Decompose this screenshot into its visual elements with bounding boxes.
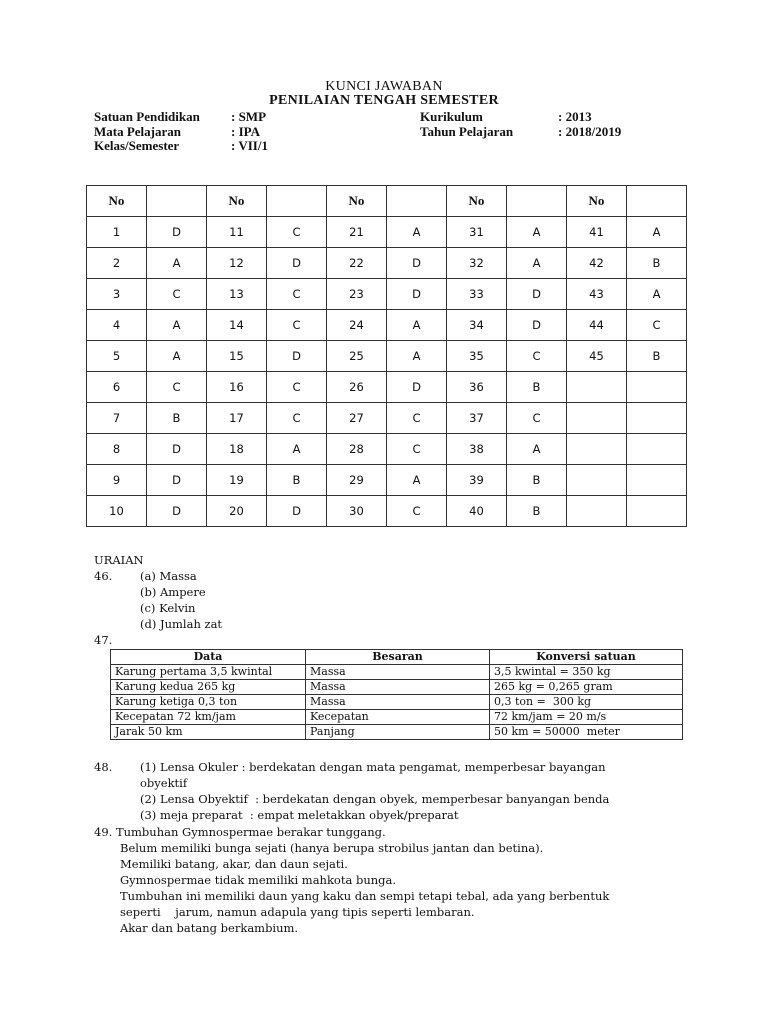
question-number (567, 496, 627, 527)
header-no: No (567, 186, 627, 217)
answer-letter: C (387, 496, 447, 527)
header-no: No (447, 186, 507, 217)
cell-data: Kecepatan 72 km/jam (111, 710, 306, 725)
tahun-label: Tahun Pelajaran (420, 124, 514, 139)
conversion-row (111, 695, 683, 710)
answer-letter (627, 465, 687, 496)
answer-row (87, 279, 687, 310)
answer-letter: C (267, 217, 327, 248)
answer-letter: D (267, 496, 327, 527)
question-number: 10 (87, 496, 147, 527)
doc-title: KUNCI JAWABAN (325, 79, 443, 94)
question-number: 2 (87, 248, 147, 279)
answer-letter: B (147, 403, 207, 434)
question-number: 21 (327, 217, 387, 248)
question-number: 12 (207, 248, 267, 279)
answer-letter: A (627, 217, 687, 248)
conversion-row (111, 665, 683, 680)
answer-row (87, 310, 687, 341)
header-data: Data (111, 650, 306, 665)
question-number: 45 (567, 341, 627, 372)
answer-letter: B (507, 496, 567, 527)
answer-letter: A (147, 310, 207, 341)
answer-letter: B (627, 341, 687, 372)
cell-data: Karung pertama 3,5 kwintal (111, 665, 306, 680)
q49-first-line: 49. Tumbuhan Gymnospermae berakar tunggang. (94, 825, 386, 839)
answer-key-table (86, 185, 687, 527)
q49-line: Tumbuhan ini memiliki daun yang kaku dan sempi tetapi tebal, ada yang berbentuk (120, 889, 610, 903)
question-number: 20 (207, 496, 267, 527)
answer-letter: C (507, 403, 567, 434)
q49-line: seperti jarum, namun adapula yang tipis seperti lembaran. (120, 905, 475, 919)
answer-letter: B (267, 465, 327, 496)
conversion-table (110, 649, 683, 740)
answer-letter: A (267, 434, 327, 465)
answer-letter: D (147, 496, 207, 527)
cell-konversi: 3,5 kwintal = 350 kg (490, 665, 683, 680)
q48-line: (1) Lensa Okuler : berdekatan dengan mata pengamat, memperbesar bayangan (140, 760, 606, 774)
doc-subtitle: PENILAIAN TENGAH SEMESTER (269, 93, 499, 108)
q48-line: obyektif (140, 776, 188, 790)
kelas-label: Kelas/Semester (94, 138, 180, 153)
question-number: 17 (207, 403, 267, 434)
answer-letter: B (627, 248, 687, 279)
header-answer (267, 186, 327, 217)
cell-data: Karung kedua 265 kg (111, 680, 306, 695)
mapel-value: : IPA (231, 124, 261, 139)
cell-konversi: 265 kg = 0,265 gram (490, 680, 683, 695)
question-number: 36 (447, 372, 507, 403)
question-number: 33 (447, 279, 507, 310)
question-number: 38 (447, 434, 507, 465)
answer-letter: D (267, 248, 327, 279)
cell-data: Karung ketiga 0,3 ton (111, 695, 306, 710)
question-number: 18 (207, 434, 267, 465)
q46-item: (c) Kelvin (140, 601, 196, 615)
q49-line: Akar dan batang berkambium. (120, 921, 299, 935)
conversion-header-row (111, 650, 683, 665)
question-number: 32 (447, 248, 507, 279)
question-number (567, 403, 627, 434)
q46-number: 46. (94, 569, 113, 583)
answer-letter: A (147, 248, 207, 279)
answer-letter: A (387, 217, 447, 248)
tahun-value: : 2018/2019 (558, 124, 622, 139)
answer-letter: A (387, 310, 447, 341)
header-besaran: Besaran (306, 650, 490, 665)
question-number: 14 (207, 310, 267, 341)
question-number: 34 (447, 310, 507, 341)
satuan-label: Satuan Pendidikan (94, 109, 200, 124)
answer-row (87, 372, 687, 403)
question-number: 23 (327, 279, 387, 310)
answer-letter: D (387, 279, 447, 310)
answer-letter: C (147, 372, 207, 403)
answer-letter: D (507, 279, 567, 310)
question-number: 15 (207, 341, 267, 372)
answer-letter: C (267, 403, 327, 434)
answer-letter: D (267, 341, 327, 372)
answer-letter: C (147, 279, 207, 310)
answer-letter (627, 496, 687, 527)
answer-row (87, 434, 687, 465)
kurikulum-label: Kurikulum (420, 109, 483, 124)
answer-row (87, 341, 687, 372)
answer-letter: C (267, 372, 327, 403)
header-no: No (327, 186, 387, 217)
conversion-row (111, 710, 683, 725)
question-number: 26 (327, 372, 387, 403)
kelas-value: : VII/1 (231, 138, 268, 153)
q48-number: 48. (94, 760, 113, 774)
answer-letter: D (147, 434, 207, 465)
answer-letter: A (507, 248, 567, 279)
question-number: 4 (87, 310, 147, 341)
answer-letter: A (387, 341, 447, 372)
answer-letter: C (387, 403, 447, 434)
answer-header-row (87, 186, 687, 217)
q47-number: 47. (94, 633, 113, 647)
cell-data: Jarak 50 km (111, 725, 306, 740)
question-number: 8 (87, 434, 147, 465)
question-number: 35 (447, 341, 507, 372)
answer-letter: A (387, 465, 447, 496)
answer-row (87, 465, 687, 496)
cell-konversi: 72 km/jam = 20 m/s (490, 710, 683, 725)
question-number: 40 (447, 496, 507, 527)
answer-row (87, 217, 687, 248)
question-number: 13 (207, 279, 267, 310)
cell-konversi: 0,3 ton = 300 kg (490, 695, 683, 710)
header-answer (507, 186, 567, 217)
answer-letter (627, 403, 687, 434)
answer-letter: C (267, 310, 327, 341)
cell-konversi: 50 km = 50000 meter (490, 725, 683, 740)
question-number: 42 (567, 248, 627, 279)
q49-line: Gymnospermae tidak memiliki mahkota bunga. (120, 873, 397, 887)
question-number: 5 (87, 341, 147, 372)
answer-letter: D (387, 248, 447, 279)
mapel-label: Mata Pelajaran (94, 124, 182, 139)
kurikulum-value: : 2013 (558, 109, 592, 124)
question-number: 41 (567, 217, 627, 248)
question-number: 28 (327, 434, 387, 465)
answer-letter: B (507, 465, 567, 496)
cell-besaran: Massa (306, 665, 490, 680)
question-number: 29 (327, 465, 387, 496)
header-no: No (207, 186, 267, 217)
cell-besaran: Kecepatan (306, 710, 490, 725)
q46-item: (b) Ampere (140, 585, 206, 599)
question-number: 22 (327, 248, 387, 279)
answer-letter: C (507, 341, 567, 372)
conversion-row (111, 680, 683, 695)
q49-line: Belum memiliki bunga sejati (hanya berupa strobilus jantan dan betina). (120, 841, 544, 855)
q46-item: (a) Massa (140, 569, 197, 583)
question-number: 11 (207, 217, 267, 248)
answer-letter (627, 372, 687, 403)
header-answer (147, 186, 207, 217)
q48-line: (3) meja preparat : empat meletakkan obyek/preparat (140, 808, 459, 822)
satuan-value: : SMP (231, 109, 267, 124)
q48-line: (2) Lensa Obyektif : berdekatan dengan obyek, memperbesar banyangan benda (140, 792, 610, 806)
uraian-heading: URAIAN (94, 553, 144, 567)
question-number (567, 434, 627, 465)
question-number (567, 465, 627, 496)
question-number: 44 (567, 310, 627, 341)
answer-letter: C (627, 310, 687, 341)
question-number: 1 (87, 217, 147, 248)
question-number: 27 (327, 403, 387, 434)
question-number: 7 (87, 403, 147, 434)
answer-letter: D (507, 310, 567, 341)
answer-letter: D (147, 465, 207, 496)
question-number: 31 (447, 217, 507, 248)
question-number: 16 (207, 372, 267, 403)
conversion-row (111, 725, 683, 740)
answer-row (87, 248, 687, 279)
answer-letter: D (387, 372, 447, 403)
question-number: 6 (87, 372, 147, 403)
answer-row (87, 496, 687, 527)
header-answer (387, 186, 447, 217)
question-number: 25 (327, 341, 387, 372)
answer-letter: A (507, 217, 567, 248)
cell-besaran: Panjang (306, 725, 490, 740)
question-number: 24 (327, 310, 387, 341)
answer-letter: A (627, 279, 687, 310)
question-number (567, 372, 627, 403)
question-number: 43 (567, 279, 627, 310)
cell-besaran: Massa (306, 680, 490, 695)
question-number: 9 (87, 465, 147, 496)
q49-line: Memiliki batang, akar, dan daun sejati. (120, 857, 348, 871)
answer-letter: A (147, 341, 207, 372)
header-answer (627, 186, 687, 217)
answer-letter: B (507, 372, 567, 403)
header-no: No (87, 186, 147, 217)
answer-letter: D (147, 217, 207, 248)
q46-item: (d) Jumlah zat (140, 617, 223, 631)
cell-besaran: Massa (306, 695, 490, 710)
question-number: 30 (327, 496, 387, 527)
answer-letter: C (387, 434, 447, 465)
answer-letter: A (507, 434, 567, 465)
question-number: 19 (207, 465, 267, 496)
question-number: 37 (447, 403, 507, 434)
answer-letter (627, 434, 687, 465)
question-number: 3 (87, 279, 147, 310)
answer-letter: C (267, 279, 327, 310)
question-number: 39 (447, 465, 507, 496)
answer-row (87, 403, 687, 434)
header-konversi: Konversi satuan (490, 650, 683, 665)
